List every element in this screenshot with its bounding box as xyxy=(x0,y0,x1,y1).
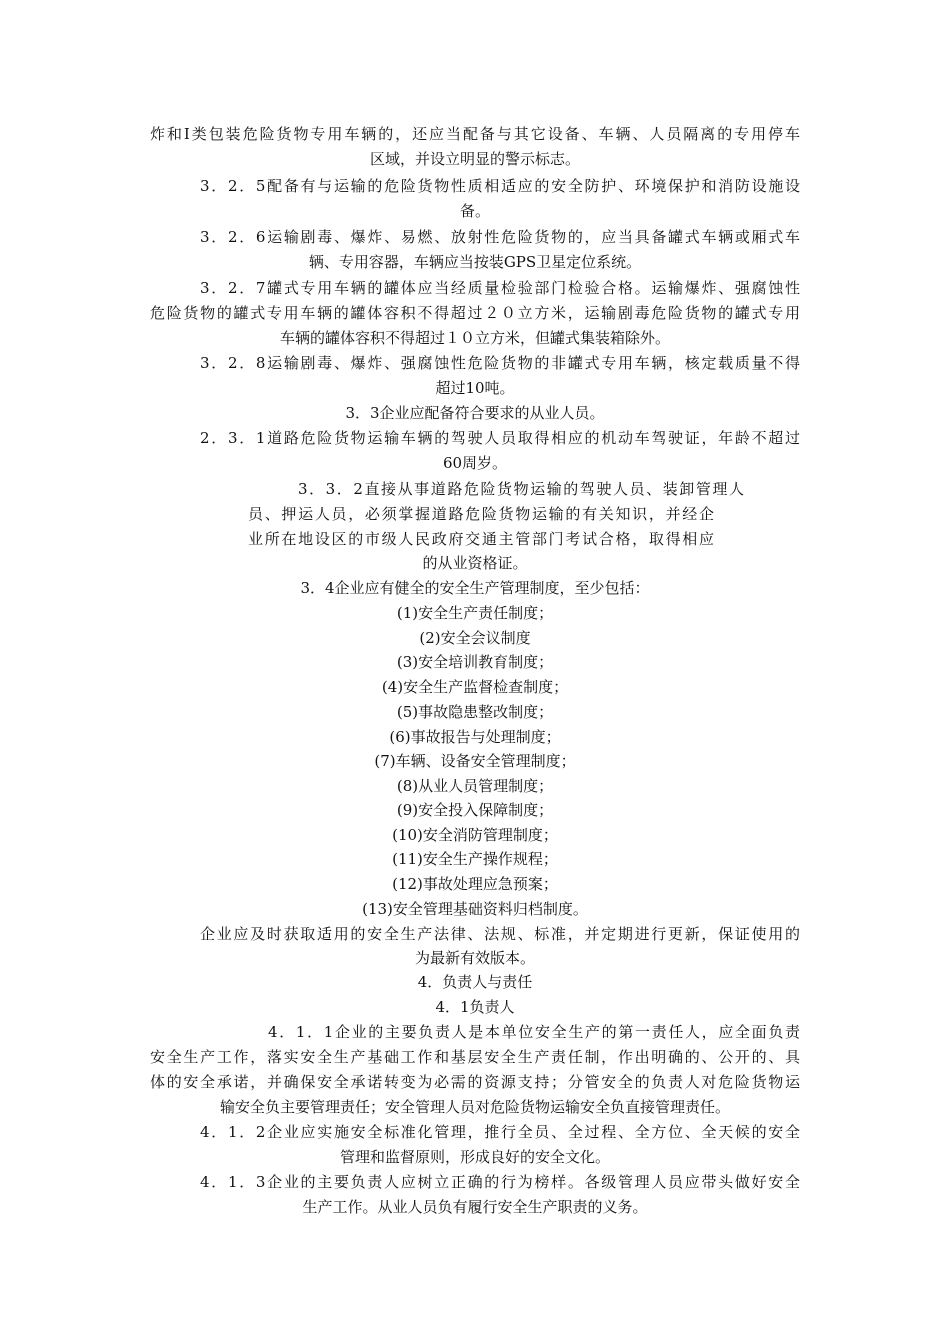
text-line: 业所在地设区的市级人民政府交通主管部门考试合格，取得相应 xyxy=(248,530,714,548)
text-line: 为最新有效版本。 xyxy=(414,949,535,967)
text-line: 3．2．5配备有与运输的危险货物性质相适应的安全防护、环境保护和消防设施设 xyxy=(200,177,800,195)
list-item: (7)车辆、设备安全管理制度； xyxy=(374,752,576,770)
text-line: 区域，并设立明显的警示标志。 xyxy=(369,150,580,168)
list-item: (13)安全管理基础资料归档制度。 xyxy=(362,900,588,918)
text-line: 企业应及时获取适用的安全生产法律、法规、标准，并定期进行更新，保证使用的 xyxy=(200,925,800,943)
text-line: 车辆的罐体容积不得超过１０立方米，但罐式集装箱除外。 xyxy=(279,329,670,347)
text-line: 炸和Ⅰ类包装危险货物专用车辆的，还应当配备与其它设备、车辆、人员隔离的专用停车 xyxy=(150,125,800,143)
list-item: (6)事故报告与处理制度； xyxy=(389,728,561,746)
text-line: 的从业资格证。 xyxy=(422,554,528,572)
list-item: (10)安全消防管理制度； xyxy=(392,826,558,844)
text-line: 生产工作。从业人员负有履行安全生产职责的义务。 xyxy=(302,1198,648,1216)
text-line: 3．3．2直接从事道路危险货物运输的驾驶人员、装卸管理人 xyxy=(298,480,744,498)
text-line: 超过10吨。 xyxy=(435,379,515,397)
text-line: 2．3．1道路危险货物运输车辆的驾驶人员取得相应的机动车驾驶证，年龄不超过 xyxy=(200,429,800,447)
text-line: 3．2．8运输剧毒、爆炸、强腐蚀性危险货物的非罐式专用车辆，核定载质量不得 xyxy=(200,354,800,372)
text-line: 3．2．6运输剧毒、爆炸、易燃、放射性危险货物的，应当具备罐式车辆或厢式车 xyxy=(200,228,800,246)
list-item: (9)安全投入保障制度； xyxy=(396,801,554,819)
text-line: 体的安全承诺，并确保安全承诺转变为必需的资源支持；分管安全的负责人对危险货物运 xyxy=(150,1073,800,1091)
list-item: (1)安全生产责任制度； xyxy=(396,604,554,622)
text-line: 备。 xyxy=(459,202,490,220)
list-item: (11)安全生产操作规程； xyxy=(392,850,558,868)
list-item: (4)安全生产监督检查制度； xyxy=(381,678,569,696)
text-line: 辆、专用容器，车辆应当按装GPS卫星定位系统。 xyxy=(308,253,642,271)
text-line: 4．1．3企业的主要负责人应树立正确的行为榜样。各级管理人员应带头做好安全 xyxy=(200,1173,800,1191)
text-line: 危险货物的罐式专用车辆的罐体容积不得超过２０立方米，运输剧毒危险货物的罐式专用 xyxy=(150,304,800,322)
text-line: 安全生产工作，落实安全生产基础工作和基层安全生产责任制，作出明确的、公开的、具 xyxy=(150,1048,800,1066)
text-line: 输安全负主要管理责任；安全管理人员对危险货物运输安全负直接管理责任。 xyxy=(219,1098,730,1116)
text-line: 60周岁。 xyxy=(442,454,508,472)
text-line: 3．2．7罐式专用车辆的罐体应当经质量检验部门检验合格。运输爆炸、强腐蚀性 xyxy=(200,279,800,297)
text-line: 4．1．1企业的主要负责人是本单位安全生产的第一责任人，应全面负责 xyxy=(268,1023,800,1041)
section-heading: 4．负责人与责任 xyxy=(417,973,533,991)
list-item: (5)事故隐患整改制度； xyxy=(396,703,554,721)
list-item: (12)事故处理应急预案； xyxy=(392,875,558,893)
text-line: 管理和监督原则，形成良好的安全文化。 xyxy=(339,1148,610,1166)
text-line: 4．1．2企业应实施安全标准化管理，推行全员、全过程、全方位、全天候的安全 xyxy=(200,1123,800,1141)
text-line: 3．3企业应配备符合要求的从业人员。 xyxy=(345,404,605,422)
list-item: (8)从业人员管理制度； xyxy=(396,777,554,795)
list-item: (3)安全培训教育制度； xyxy=(396,653,554,671)
text-line: 员、押运人员，必须掌握道路危险货物运输的有关知识，并经企 xyxy=(248,505,714,523)
subsection-heading: 4．1负责人 xyxy=(435,998,515,1016)
text-line: 3．4企业应有健全的安全生产管理制度，至少包括： xyxy=(300,579,650,597)
list-item: (2)安全会议制度 xyxy=(419,629,531,647)
